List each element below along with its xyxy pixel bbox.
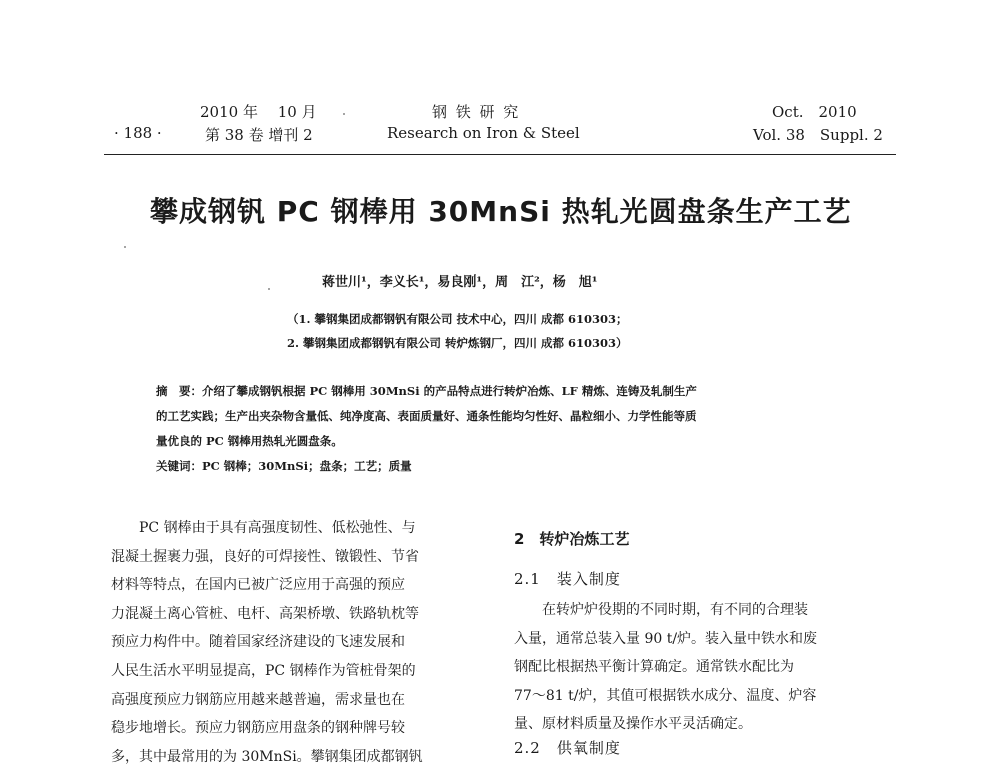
body-line: 多，其中最常用的为 30MnSi。攀钢集团成都钢钒: [111, 748, 423, 765]
body-line: 入量，通常总装入量 90 t/炉。装入量中铁水和废: [514, 630, 818, 647]
body-line: PC 钢棒由于具有高强度韧性、低松弛性、与: [111, 520, 416, 536]
abstract-label: 摘 要：: [156, 384, 202, 398]
body-line: 77～81 t/炉，其值可根据铁水成分、温度、炉容: [514, 687, 817, 704]
abstract-line: 摘 要：介绍了攀成钢钒根据 PC 钢棒用 30MnSi 的产品特点进行转炉冶炼、LF 精炼、连铸及轧制生产: [156, 384, 697, 398]
header-volume-en: Vol. 38 Suppl. 2: [753, 126, 883, 144]
body-line: 力混凝土离心管桩、电杆、高架桥墩、铁路轨枕等: [111, 605, 419, 622]
header-date-cn: 2010 年 10 月: [200, 103, 317, 121]
abstract-block: [156, 379, 697, 479]
keywords-label: 关键词：: [156, 459, 202, 473]
scan-speck: [124, 246, 126, 248]
body-line: 人民生活水平明显提高，PC 钢棒作为管桩骨架的: [111, 662, 416, 679]
header-rule: [104, 154, 896, 155]
body-line: 材料等特点，在国内已被广泛应用于高强的预应: [111, 577, 405, 594]
body-line: 量、原材料质量及操作水平灵活确定。: [514, 716, 752, 733]
right-column-body: [514, 596, 817, 739]
header-date-en: Oct. 2010: [772, 103, 857, 121]
body-line: 钢配比根据热平衡计算确定。通常铁水配比为: [514, 659, 794, 676]
header-volume-cn: 第 38 卷 增刊 2: [205, 126, 313, 144]
abstract-line: 的工艺实践；生产出夹杂物含量低、纯净度高、表面质量好、通条性能均匀性好、晶粒细小、力学性能等质: [156, 409, 697, 423]
body-line: 高强度预应力钢筋应用越来越普遍，需求量也在: [111, 691, 405, 708]
scan-speck: [268, 288, 270, 290]
header-journal-en: Research on Iron & Steel: [387, 124, 580, 142]
section-2-heading: 2 转炉冶炼工艺: [514, 530, 630, 548]
body-line: 在转炉炉役期的不同时期，有不同的合理装: [514, 602, 808, 618]
subsection-2-2-heading: 2.2 供氧制度: [514, 739, 621, 757]
body-line: 稳步地增长。预应力钢筋应用盘条的钢种牌号较: [111, 720, 405, 737]
keywords-text: PC 钢棒；30MnSi；盘条；工艺；质量: [202, 459, 412, 473]
subsection-2-1-heading: 2.1 装入制度: [514, 570, 621, 588]
paper-title: 攀成钢钒 PC 钢棒用 30MnSi 热轧光圆盘条生产工艺: [150, 195, 852, 228]
scan-speck: [343, 113, 345, 115]
header-journal-cn: 钢 铁 研 究: [432, 103, 521, 121]
body-line: 混凝土握裹力强，良好的可焊接性、镦锻性、节省: [111, 548, 419, 565]
body-line: 预应力构件中。随着国家经济建设的飞速发展和: [111, 634, 405, 651]
author-list: 蒋世川¹，李义长¹，易良刚¹，周 江²，杨 旭¹: [322, 275, 598, 290]
affiliation-1: （1. 攀钢集团成都钢钒有限公司 技术中心，四川 成都 610303；: [287, 312, 628, 326]
left-column: [111, 514, 423, 771]
abstract-line: 量优良的 PC 钢棒用热轧光圆盘条。: [156, 434, 343, 448]
keywords-line: [156, 454, 697, 479]
affiliation-2: 2. 攀钢集团成都钢钒有限公司 转炉炼钢厂，四川 成都 610303）: [287, 336, 628, 350]
header-page-number: · 188 ·: [114, 124, 162, 142]
